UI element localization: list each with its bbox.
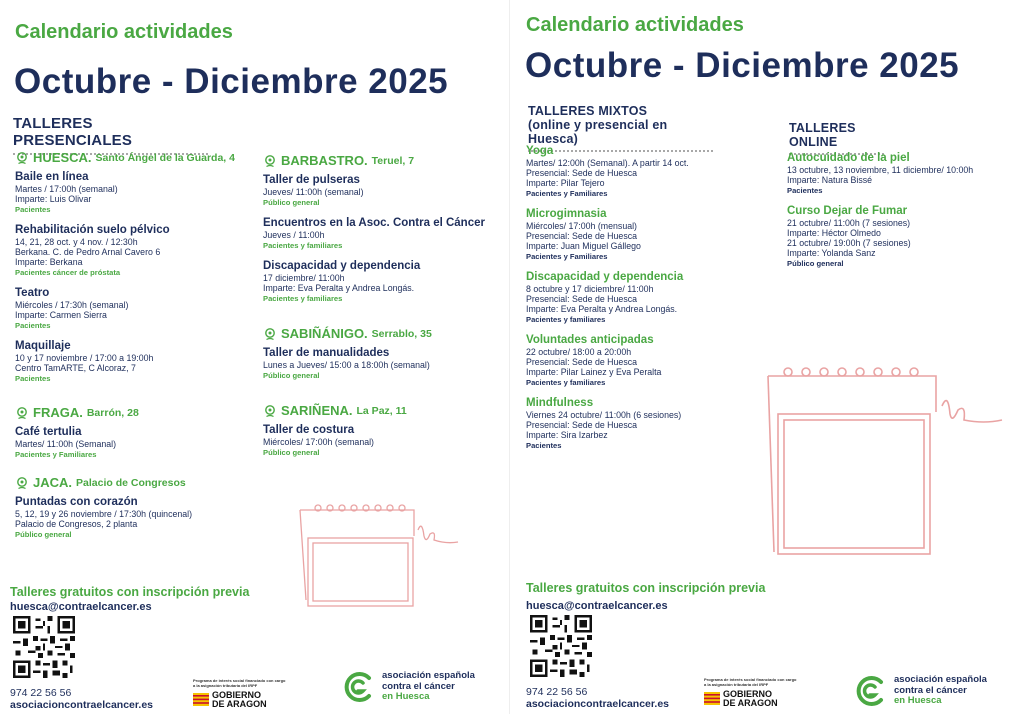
activity-autocuidado (787, 152, 1012, 196)
location-header (263, 403, 503, 418)
contact-phone[interactable]: 974 22 56 56 (10, 687, 72, 699)
location-barbastro (263, 153, 503, 313)
section-title-text: TALLERES MIXTOS (528, 104, 648, 118)
activity-schedule-2: 21 octubre/ 19:00h (7 sesiones) (787, 238, 911, 248)
website-link[interactable]: asociacioncontraelcancer.es (10, 699, 153, 711)
activity-title: Discapacidad y dependencia (263, 260, 421, 272)
activity-cafe-tertulia (15, 426, 255, 460)
activity-schedule: 8 octubre y 17 diciembre/ 11:00h (526, 284, 654, 294)
activity-audience: Pacientes y familiares (263, 241, 343, 250)
contact-phone[interactable]: 974 22 56 56 (526, 686, 588, 698)
activity-schedule: Jueves / 11:00h (263, 230, 325, 240)
activity-schedule: Miércoles/ 17:00h (mensual) (526, 221, 637, 231)
contact-email[interactable]: huesca@contraelcancer.es (526, 600, 668, 612)
location-huesca (15, 150, 255, 393)
aragon-flag-icon (704, 692, 720, 705)
activity-audience: Público general (263, 371, 320, 380)
location-address: Barrón, 28 (86, 406, 139, 419)
aecc-symbol-icon (854, 674, 888, 708)
activity-audience: Pacientes y familiares (526, 378, 606, 387)
activity-audience: Pacientes y Familiares (15, 450, 97, 459)
activity-audience: Pacientes y familiares (526, 315, 606, 324)
activity-audience: Pacientes y Familiares (526, 189, 608, 198)
activity-audience: Público general (15, 530, 72, 539)
activity-title: Puntadas con corazón (15, 496, 138, 508)
activity-costura (263, 424, 503, 458)
activity-title: Yoga (526, 145, 554, 157)
calendar-label: Calendario actividades (15, 21, 233, 43)
activity-instructor: Imparte: Sira Izarbez (526, 430, 608, 440)
gov-name: GOBIERNO DE ARAGON (723, 689, 778, 708)
activity-discapacidad (526, 271, 766, 325)
right-page (509, 0, 1018, 714)
calendar-doodle-icon (762, 362, 1007, 562)
activity-schedule: 10 y 17 noviembre / 17:00 a 19:00h (15, 353, 154, 363)
activity-teatro (15, 287, 255, 331)
activity-schedule: Viernes 24 octubre/ 11:00h (6 sesiones) (526, 410, 682, 420)
location-name: SARIÑENA. (281, 403, 353, 418)
section-title-online (789, 121, 884, 155)
activity-title: Mindfulness (526, 397, 594, 409)
map-pin-icon (263, 154, 277, 168)
activity-venue: Presencial: Sede de Huesca (526, 294, 638, 304)
activity-discapacidad (263, 260, 503, 304)
activity-schedule: 14, 21, 28 oct. y 4 nov. / 12:30h (15, 237, 138, 247)
qr-code-icon[interactable] (13, 616, 75, 678)
location-header (15, 405, 255, 420)
website-link[interactable]: asociacioncontraelcancer.es (526, 698, 669, 710)
mixed-workshops-list (526, 145, 766, 460)
contact-email[interactable]: huesca@contraelcancer.es (10, 601, 152, 613)
aecc-symbol-icon (342, 670, 376, 704)
activity-audience: Pacientes (15, 205, 51, 214)
location-sabinanigo (263, 326, 503, 390)
activity-instructor: Imparte: Luis Olivar (15, 194, 92, 204)
qr-code-icon[interactable] (530, 615, 592, 677)
location-name: JACA. (33, 475, 73, 490)
period-title: Octubre - Diciembre 2025 (14, 62, 449, 101)
activity-maquillaje (15, 340, 255, 384)
activity-schedule: Martes/ 11:00h (Semanal) (15, 439, 117, 449)
activity-schedule: Miércoles/ 17:00h (semanal) (263, 437, 374, 447)
activity-audience: Pacientes (526, 441, 562, 450)
activity-schedule: 13 octubre, 13 noviembre, 11 diciembre/ 10:00h (787, 165, 974, 175)
activity-title: Voluntades anticipadas (526, 334, 654, 346)
activity-manualidades (263, 347, 503, 381)
aecc-line-3: en Huesca (894, 695, 942, 707)
activity-audience: Público general (263, 448, 320, 457)
activity-instructor: Imparte: Natura Bissé (787, 175, 873, 185)
activity-audience: Público general (787, 259, 844, 268)
activity-schedule: 5, 12, 19 y 26 noviembre / 17:30h (quincenal) (15, 509, 193, 519)
activity-audience: Pacientes (15, 321, 51, 330)
gobierno-aragon-logo (193, 678, 288, 708)
activity-schedule: 21 octubre/ 11:00h (7 sesiones) (787, 218, 911, 228)
free-workshops-note: Talleres gratuitos con inscripción previa (10, 585, 250, 599)
location-name: FRAGA. (33, 405, 83, 420)
map-pin-icon (15, 476, 29, 490)
location-header (15, 475, 255, 490)
activity-title: Discapacidad y dependencia (526, 271, 684, 283)
activity-venue: Centro TamARTE, C Alcoraz, 7 (15, 363, 136, 373)
activity-venue: Berkana. C. de Pedro Arnal Cavero 6 (15, 247, 161, 257)
activity-instructor: Imparte: Pilar Tejero (526, 178, 605, 188)
activity-venue: Presencial: Sede de Huesca (526, 168, 638, 178)
period-title: Octubre - Diciembre 2025 (525, 46, 960, 85)
activity-schedule: Martes/ 12:00h (Semanal). A partir 14 oct. (526, 158, 689, 168)
location-jaca (15, 475, 255, 549)
map-pin-icon (15, 151, 29, 165)
activity-instructor: Imparte: Berkana (15, 257, 83, 267)
activity-venue: Presencial: Sede de Huesca (526, 357, 638, 367)
activity-baile (15, 171, 255, 215)
calendar-label: Calendario actividades (526, 14, 744, 36)
activity-audience: Pacientes cáncer de próstata (15, 268, 121, 277)
activity-title: Taller de costura (263, 424, 355, 436)
activity-schedule: Martes / 17:00h (semanal) (15, 184, 118, 194)
aecc-line-1: asociación española (382, 670, 475, 682)
section-subtitle-text: (online y presencial en Huesca) (528, 118, 668, 146)
activity-title: Curso Dejar de Fumar (787, 205, 908, 217)
location-header (15, 150, 255, 165)
activity-schedule: Lunes a Jueves/ 15:00 a 18:00h (semanal) (263, 360, 430, 370)
aecc-wordmark (894, 675, 987, 707)
activity-audience: Pacientes (15, 374, 51, 383)
location-address: Teruel, 7 (371, 154, 415, 167)
activity-dejar-fumar (787, 205, 1012, 269)
location-header (263, 153, 503, 168)
calendar-doodle-icon (296, 500, 466, 610)
activity-title: Encuentros en la Asoc. Contra el Cáncer (263, 217, 485, 229)
activity-puntadas (15, 496, 255, 540)
activity-title: Microgimnasia (526, 208, 607, 220)
activity-yoga (526, 145, 766, 199)
gov-brand (704, 690, 799, 707)
activity-title: Autocuidado de la piel (787, 152, 910, 164)
activity-schedule: 22 octubre/ 18:00 a 20:00h (526, 347, 632, 357)
aragon-flag-icon (193, 693, 209, 706)
activity-title: Taller de manualidades (263, 347, 390, 359)
activity-title: Café tertulia (15, 426, 82, 438)
section-title-presenciales (13, 115, 208, 155)
activity-instructor: Imparte: Héctor Olmedo (787, 228, 881, 238)
free-workshops-note: Talleres gratuitos con inscripción previa (526, 581, 766, 595)
location-header (263, 326, 503, 341)
activity-instructor: Imparte: Juan Miguel Gállego (526, 241, 641, 251)
location-address: La Paz, 11 (356, 404, 407, 417)
location-name: HUESCA. (33, 150, 92, 165)
activity-instructor: Imparte: Pilar Lainez y Eva Peralta (526, 367, 662, 377)
online-workshops-list (787, 152, 1012, 278)
activity-instructor-2: Imparte: Yolanda Sanz (787, 248, 876, 258)
location-address: Serrablo, 35 (371, 327, 432, 340)
activity-title: Maquillaje (15, 340, 71, 352)
activity-microgimnasia (526, 208, 766, 262)
aecc-wordmark (382, 671, 475, 703)
aecc-line-2: contra el cáncer (894, 684, 967, 696)
location-address: Santo Ángel de la Guarda, 4 (95, 151, 235, 164)
activity-pulseras (263, 174, 503, 208)
gov-brand (193, 691, 288, 708)
section-title-text: TALLERES PRESENCIALES (13, 115, 133, 149)
aecc-logo (854, 674, 987, 708)
location-name: SABIÑÁNIGO. (281, 326, 368, 341)
location-name: BARBASTRO. (281, 153, 368, 168)
gobierno-aragon-logo (704, 677, 799, 707)
aecc-line-3: en Huesca (382, 691, 430, 703)
activity-title: Teatro (15, 287, 50, 299)
gov-program-text: Programa de interés social financiado con cargo a la asignación tributaria del IRPF (704, 677, 797, 687)
activity-venue: Presencial: Sede de Huesca (526, 231, 638, 241)
activity-suelo-pelvico (15, 224, 255, 278)
activity-instructor: Imparte: Carmen Sierra (15, 310, 107, 320)
activity-audience: Pacientes y familiares (263, 294, 343, 303)
activity-audience: Pacientes y Familiares (526, 252, 608, 261)
location-sarinena (263, 403, 503, 467)
aecc-line-1: asociación española (894, 674, 987, 686)
activity-venue: Presencial: Sede de Huesca (526, 420, 638, 430)
map-pin-icon (263, 404, 277, 418)
map-pin-icon (263, 327, 277, 341)
activity-schedule: 17 diciembre/ 11:00h (263, 273, 345, 283)
gov-name: GOBIERNO DE ARAGON (212, 690, 267, 709)
activity-instructor: Imparte: Eva Peralta y Andrea Longás. (263, 283, 415, 293)
location-fraga (15, 405, 255, 469)
activity-encuentros (263, 217, 503, 251)
activity-mindfulness (526, 397, 766, 451)
map-pin-icon (15, 406, 29, 420)
activity-title: Taller de pulseras (263, 174, 360, 186)
gov-program-text: Programa de interés social financiado con cargo a la asignación tributaria del IRPF (193, 678, 286, 688)
activity-instructor: Imparte: Eva Peralta y Andrea Longás. (526, 304, 678, 314)
aecc-logo (342, 670, 475, 704)
activity-schedule: Miércoles / 17:30h (semanal) (15, 300, 129, 310)
activity-title: Rehabilitación suelo pélvico (15, 224, 170, 236)
activity-voluntades (526, 334, 766, 388)
section-title-text: TALLERES ONLINE (789, 121, 856, 149)
activity-audience: Público general (263, 198, 320, 207)
activity-audience: Pacientes (787, 186, 823, 195)
activity-schedule: Jueves/ 11:00h (semanal) (263, 187, 364, 197)
activity-title: Baile en línea (15, 171, 89, 183)
aecc-line-2: contra el cáncer (382, 680, 455, 692)
location-address: Palacio de Congresos (76, 476, 186, 489)
activity-venue: Palacio de Congresos, 2 planta (15, 519, 138, 529)
